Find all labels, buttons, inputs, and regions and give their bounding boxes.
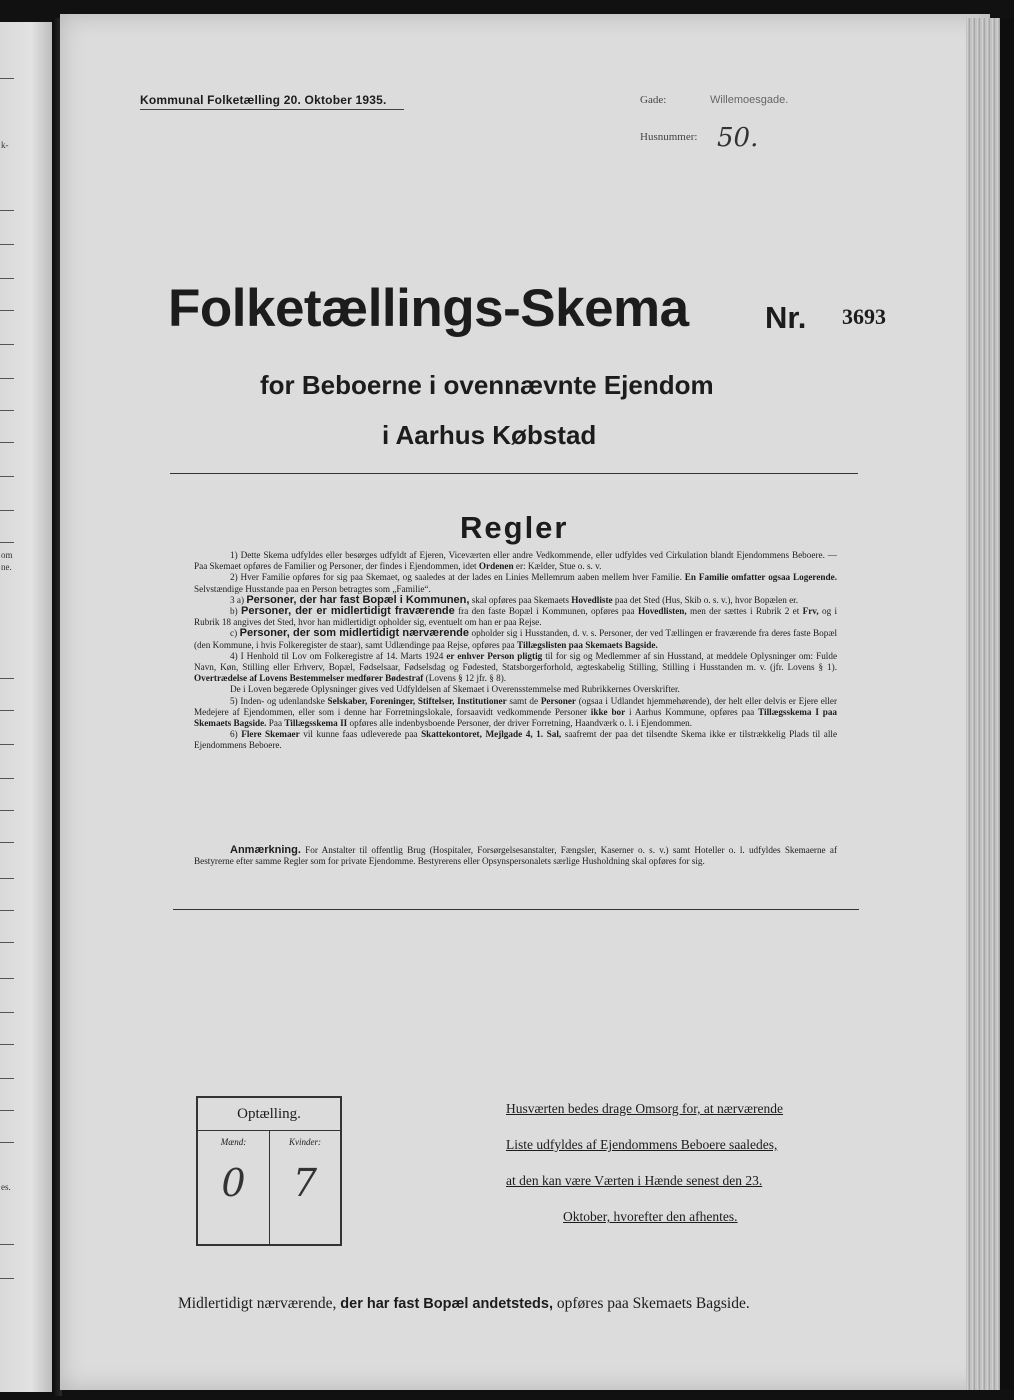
left-page-fragment: om <box>1 550 13 560</box>
notice-line: Liste udfyldes af Ejendommens Beboere saaledes, <box>506 1137 778 1152</box>
left-page-fragment: es. <box>1 1182 11 1192</box>
optaelling-box <box>196 1096 342 1246</box>
left-page-edge <box>0 22 52 1392</box>
left-page-rule <box>0 678 14 679</box>
rule-3b: b) Personer, der er midlertidigt fraværende fra den faste Bopæl i Kommunen, opføres paa Hovedlisten, men der sættes i Rubrik 2 et Frv, og i Rubrik 18 angives det Sted, hvor han midlertidigt opholder sig, eventuelt om han er paa Rejse. <box>194 605 838 628</box>
scan-border <box>1000 18 1014 1390</box>
left-page-rule <box>0 210 14 211</box>
left-page-rule <box>0 378 14 379</box>
notice-line: at den kan være Værten i Hænde senest den 23. <box>506 1173 763 1188</box>
header-underline <box>140 109 404 110</box>
kvinder-value: 7 <box>292 1161 318 1205</box>
notice-line: Husværten bedes drage Omsorg for, at nærværende <box>506 1101 784 1116</box>
optaelling-title: Optælling. <box>198 1098 340 1131</box>
page-title: Folketællings-Skema <box>168 279 689 338</box>
rule-1: 1) Dette Skema udfyldes eller besørges udfyldt af Ejeren, Viceværten eller andre Vedkommende, eller udfyldes ved Cirkulation blandt Ejendommens Beboere. — Paa Skemaet opføres de Familier og Personer, der findes i Ejendommen, idet Ordenen er: Kælder, Stue o. s. v. <box>194 550 837 572</box>
regler-heading: Regler <box>460 510 569 545</box>
husnummer-value: 50. <box>717 123 759 153</box>
left-page-rule <box>0 1278 14 1279</box>
left-page-rule <box>0 510 14 511</box>
left-page-rule <box>0 710 14 711</box>
left-page-rule <box>0 442 14 443</box>
anmaerkning-label: Anmærkning. <box>230 844 301 856</box>
title-nr-label: Nr. <box>765 300 807 335</box>
rule-5: 5) Inden- og udenlandske Selskaber, Foreninger, Stiftelser, Institutioner samt de Personer (ogsaa i Udlandet hjemmehørende), der helt eller delvis er Ejere eller Medejere af Ejendommen, eller som i denne har Forretningslokale, forsaavidt vedkommende Personer ikke bor i Aarhus Kommune, opføres paa Tillægsskema I paa Skemaets Bagside. Paa Tillægsskema II opføres alle indenbysboende Personer, der driver Forretning, Haandværk o. l. i Ejendommen. <box>194 695 838 729</box>
left-page-fragment: k- <box>1 140 9 150</box>
rule-3c: c) Personer, der som midlertidigt nærværende opholder sig i Husstanden, d. v. s. Personer, der ved Tællingen er fraværende fra deres faste Bopæl (den Kommune, i hvis Folkeregister de staar), samt Udlændinge paa Rejse, opføres paa Tillægslisten paa Skemaets Bagside. <box>194 627 838 650</box>
kvinder-column <box>270 1131 340 1244</box>
anmaerkning-section <box>194 845 837 867</box>
footer-bold: der har fast Bopæl andetsteds, <box>340 1296 554 1312</box>
left-page-rule <box>0 310 14 311</box>
maend-value: 0 <box>221 1161 246 1205</box>
census-header-line: Kommunal Folketælling 20. Oktober 1935. <box>140 93 387 107</box>
left-page-rule <box>0 542 14 543</box>
anmaerkning-text: For Anstalter til offentlig Brug (Hospitaler, Forsørgelsesanstalter, Fængsler, Kaserner o. s. v.) samt Hoteller o. l. udfyldes Skemaerne af Bestyrerne efter samme Regler som for private Ejendomme. Bestyrerens eller Opsynspersonalets særlige Husholdning skal opføres for sig. <box>194 845 837 867</box>
rule-3a: 3 a) Personer, der har fast Bopæl i Kommunen, skal opføres paa Skemaets Hovedliste paa det Sted (Hus, Skib o. s. v.), hvor Bopælen er. <box>230 593 799 606</box>
left-page-rule <box>0 78 14 79</box>
husnummer-label: Husnummer: <box>640 131 698 143</box>
left-page-rule <box>0 942 14 943</box>
gade-value: Willemoesgade. <box>710 94 789 106</box>
left-page-rule <box>0 344 14 345</box>
left-page-rule <box>0 1142 14 1143</box>
maend-column <box>198 1131 270 1244</box>
rules-section <box>194 550 837 752</box>
kvinder-label: Kvinder: <box>289 1137 321 1147</box>
left-page-fragment: ne. <box>1 562 12 572</box>
left-page-rule <box>0 1012 14 1013</box>
gade-label: Gade: <box>640 94 667 106</box>
divider <box>170 473 858 474</box>
left-page-rule <box>0 910 14 911</box>
divider <box>173 909 859 910</box>
left-page-rule <box>0 244 14 245</box>
schema-number: 3693 <box>842 304 886 329</box>
notice-line: Oktober, hvorefter den afhentes. <box>563 1209 738 1224</box>
page-stack-edge <box>966 18 1000 1390</box>
left-page-rule <box>0 744 14 745</box>
left-page-rule <box>0 1044 14 1045</box>
footer-note <box>178 1295 750 1313</box>
left-page-rule <box>0 1078 14 1079</box>
left-page-rule <box>0 278 14 279</box>
subtitle-line-2: i Aarhus Købstad <box>382 420 597 450</box>
rule-2: 2) Hver Familie opføres for sig paa Skemaet, og saaledes at der lades en Linies Mellemrum aaben mellem hver Familie. En Familie omfatter ogsaa Logerende. Selvstændige Husstande paa en Person betragtes som „Familie“. <box>194 572 837 594</box>
rule-4b: De i Loven begærede Oplysninger gives ved Udfyldelsen af Skemaet i Overensstemmelse med Rubrikkernes Overskrifter. <box>230 684 680 695</box>
left-page-rule <box>0 978 14 979</box>
left-page-rule <box>0 842 14 843</box>
subtitle-line-1: for Beboerne i ovennævnte Ejendom <box>260 370 714 400</box>
rule-4: 4) I Henhold til Lov om Folkeregistre af 14. Marts 1924 er enhver Person pligtig til for sig og Medlemmer af sin Husstand, at meddele Oplysninger om: Fulde Navn, Køn, Stilling eller Erhverv, Bopæl, Fødselsaar, Fødselsdag og Fødested, Statsborgerforhold, ægteskabelig Stilling, Stilling i Husstanden m. v. (jfr. Lovens § 1). Overtrædelse af Lovens Bestemmelser medfører Bødestraf (Lovens § 12 jfr. § 8). <box>194 650 838 684</box>
rule-6: 6) Flere Skemaer vil kunne faas udleverede paa Skattekontoret, Mejlgade 4, 1. Sal, saafremt der paa det tilsendte Skema ikke er tilstrækkelig Plads til alle Ejendommens Beboere. <box>194 729 838 751</box>
left-page-rule <box>0 476 14 477</box>
left-page-rule <box>0 1244 14 1245</box>
left-page-rule <box>0 778 14 779</box>
maend-label: Mænd: <box>220 1137 247 1147</box>
left-page-rule <box>0 810 14 811</box>
left-page-rule <box>0 410 14 411</box>
footer-pre: Midlertidigt nærværende, <box>178 1295 337 1312</box>
left-page-rule <box>0 878 14 879</box>
footer-post: opføres paa Skemaets Bagside. <box>556 1295 750 1312</box>
left-page-rule <box>0 1110 14 1111</box>
